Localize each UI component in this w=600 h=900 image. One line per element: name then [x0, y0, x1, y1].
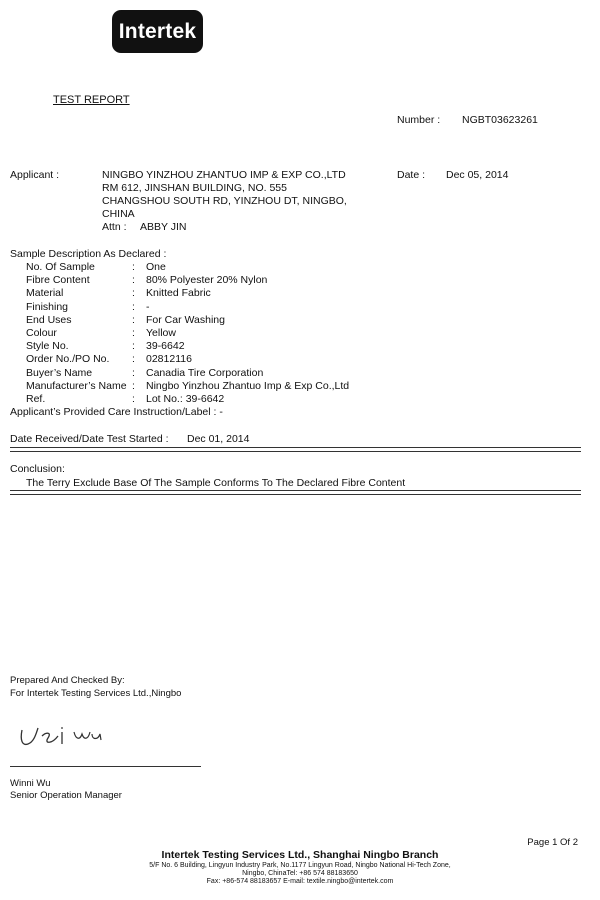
signer-title: Senior Operation Manager: [10, 790, 122, 801]
date-received-label: Date Received/Date Test Started :: [10, 433, 169, 445]
sample-colon: :: [132, 367, 135, 379]
sample-value: Lot No.: 39-6642: [146, 393, 225, 405]
sample-row: [26, 353, 192, 365]
sample-colon: :: [132, 287, 135, 299]
sample-colon: :: [132, 380, 135, 392]
date-received-value: Dec 01, 2014: [187, 433, 250, 445]
applicant-line: CHANGSHOU SOUTH RD, YINZHOU DT, NINGBO,: [102, 195, 347, 207]
section-divider: [10, 490, 581, 495]
section-divider: [10, 447, 581, 452]
sample-key: Colour: [26, 327, 57, 339]
sample-row: [26, 301, 150, 313]
date-value: Dec 05, 2014: [446, 169, 509, 181]
applicant-label: Applicant :: [10, 169, 60, 181]
sample-colon: :: [132, 340, 135, 352]
sample-key: No. Of Sample: [26, 261, 95, 273]
attn-value: ABBY JIN: [140, 221, 187, 233]
sample-key: Buyer’s Name: [26, 367, 93, 379]
attn-label: Attn :: [102, 221, 127, 233]
sample-row: [26, 367, 263, 379]
sample-row: [26, 287, 211, 299]
signature-line: [10, 766, 201, 767]
prepared-by-label: Prepared And Checked By:: [10, 675, 125, 686]
sample-colon: :: [132, 353, 135, 365]
care-instruction: Applicant’s Provided Care Instruction/Label : -: [10, 406, 223, 418]
applicant-line: RM 612, JINSHAN BUILDING, NO. 555: [102, 182, 287, 194]
sample-value: 80% Polyester 20% Nylon: [146, 274, 268, 286]
sample-value: -: [146, 301, 150, 313]
sample-key: Ref.: [26, 393, 46, 405]
applicant-line: CHINA: [102, 208, 135, 220]
sample-row: [26, 314, 225, 326]
sample-key: End Uses: [26, 314, 72, 326]
footer-address: Ningbo, ChinaTel: +86 574 88183650: [242, 870, 358, 877]
intertek-logo: [112, 10, 203, 53]
sample-value: Knitted Fabric: [146, 287, 211, 299]
sample-value: 02812116: [146, 353, 192, 365]
sample-colon: :: [132, 393, 135, 405]
conclusion-text: The Terry Exclude Base Of The Sample Conforms To The Declared Fibre Content: [26, 477, 406, 489]
sample-value: One: [146, 261, 166, 273]
sample-colon: :: [132, 261, 135, 273]
sample-value: Canadia Tire Corporation: [146, 367, 264, 379]
sample-value: Yellow: [146, 327, 176, 339]
sample-key: Manufacturer’s Name: [26, 380, 127, 392]
sample-colon: :: [132, 274, 135, 286]
sample-colon: :: [132, 314, 135, 326]
sample-heading: Sample Description As Declared :: [10, 248, 167, 260]
footer-contact: Fax: +86-574 88183657 E-mail: textile.ningbo@intertek.com: [206, 878, 394, 885]
sample-colon: :: [132, 327, 135, 339]
sample-key: Material: [26, 287, 64, 299]
signature: [18, 722, 108, 755]
sample-key: Order No./PO No.: [26, 353, 110, 365]
sample-row: [26, 380, 349, 392]
signer-name: Winni Wu: [10, 778, 51, 789]
prepared-by-company: For Intertek Testing Services Ltd.,Ningbo: [10, 688, 182, 699]
sample-row: [26, 393, 224, 405]
logo-text: Intertek: [118, 19, 197, 43]
report-title: TEST REPORT: [53, 94, 130, 106]
sample-key: Finishing: [26, 301, 69, 313]
sample-row: [26, 274, 267, 286]
footer-address: 5/F No. 6 Building, Lingyun Industry Park, No.1177 Lingyun Road, Ningbo National Hi-Tech Zone,: [149, 862, 451, 869]
page-number: Page 1 Of 2: [527, 837, 578, 848]
footer-company: Intertek Testing Services Ltd., Shanghai Ningbo Branch: [161, 849, 439, 861]
sample-row: [26, 261, 166, 273]
sample-row: [26, 340, 185, 352]
sample-value: Ningbo Yinzhou Zhantuo Imp & Exp Co.,Ltd: [146, 380, 350, 392]
sample-colon: :: [132, 301, 135, 313]
report-number-label: Number :: [397, 114, 441, 126]
applicant-line: NINGBO YINZHOU ZHANTUO IMP & EXP CO.,LTD: [102, 169, 346, 181]
date-label: Date :: [397, 169, 426, 181]
conclusion-label: Conclusion:: [10, 463, 65, 475]
sample-key: Style No.: [26, 340, 69, 352]
sample-value: 39-6642: [146, 340, 185, 352]
sample-key: Fibre Content: [26, 274, 90, 286]
report-number-value: NGBT03623261: [462, 114, 538, 126]
sample-value: For Car Washing: [146, 314, 225, 326]
signature-graphic: [18, 722, 108, 752]
sample-row: [26, 327, 176, 339]
